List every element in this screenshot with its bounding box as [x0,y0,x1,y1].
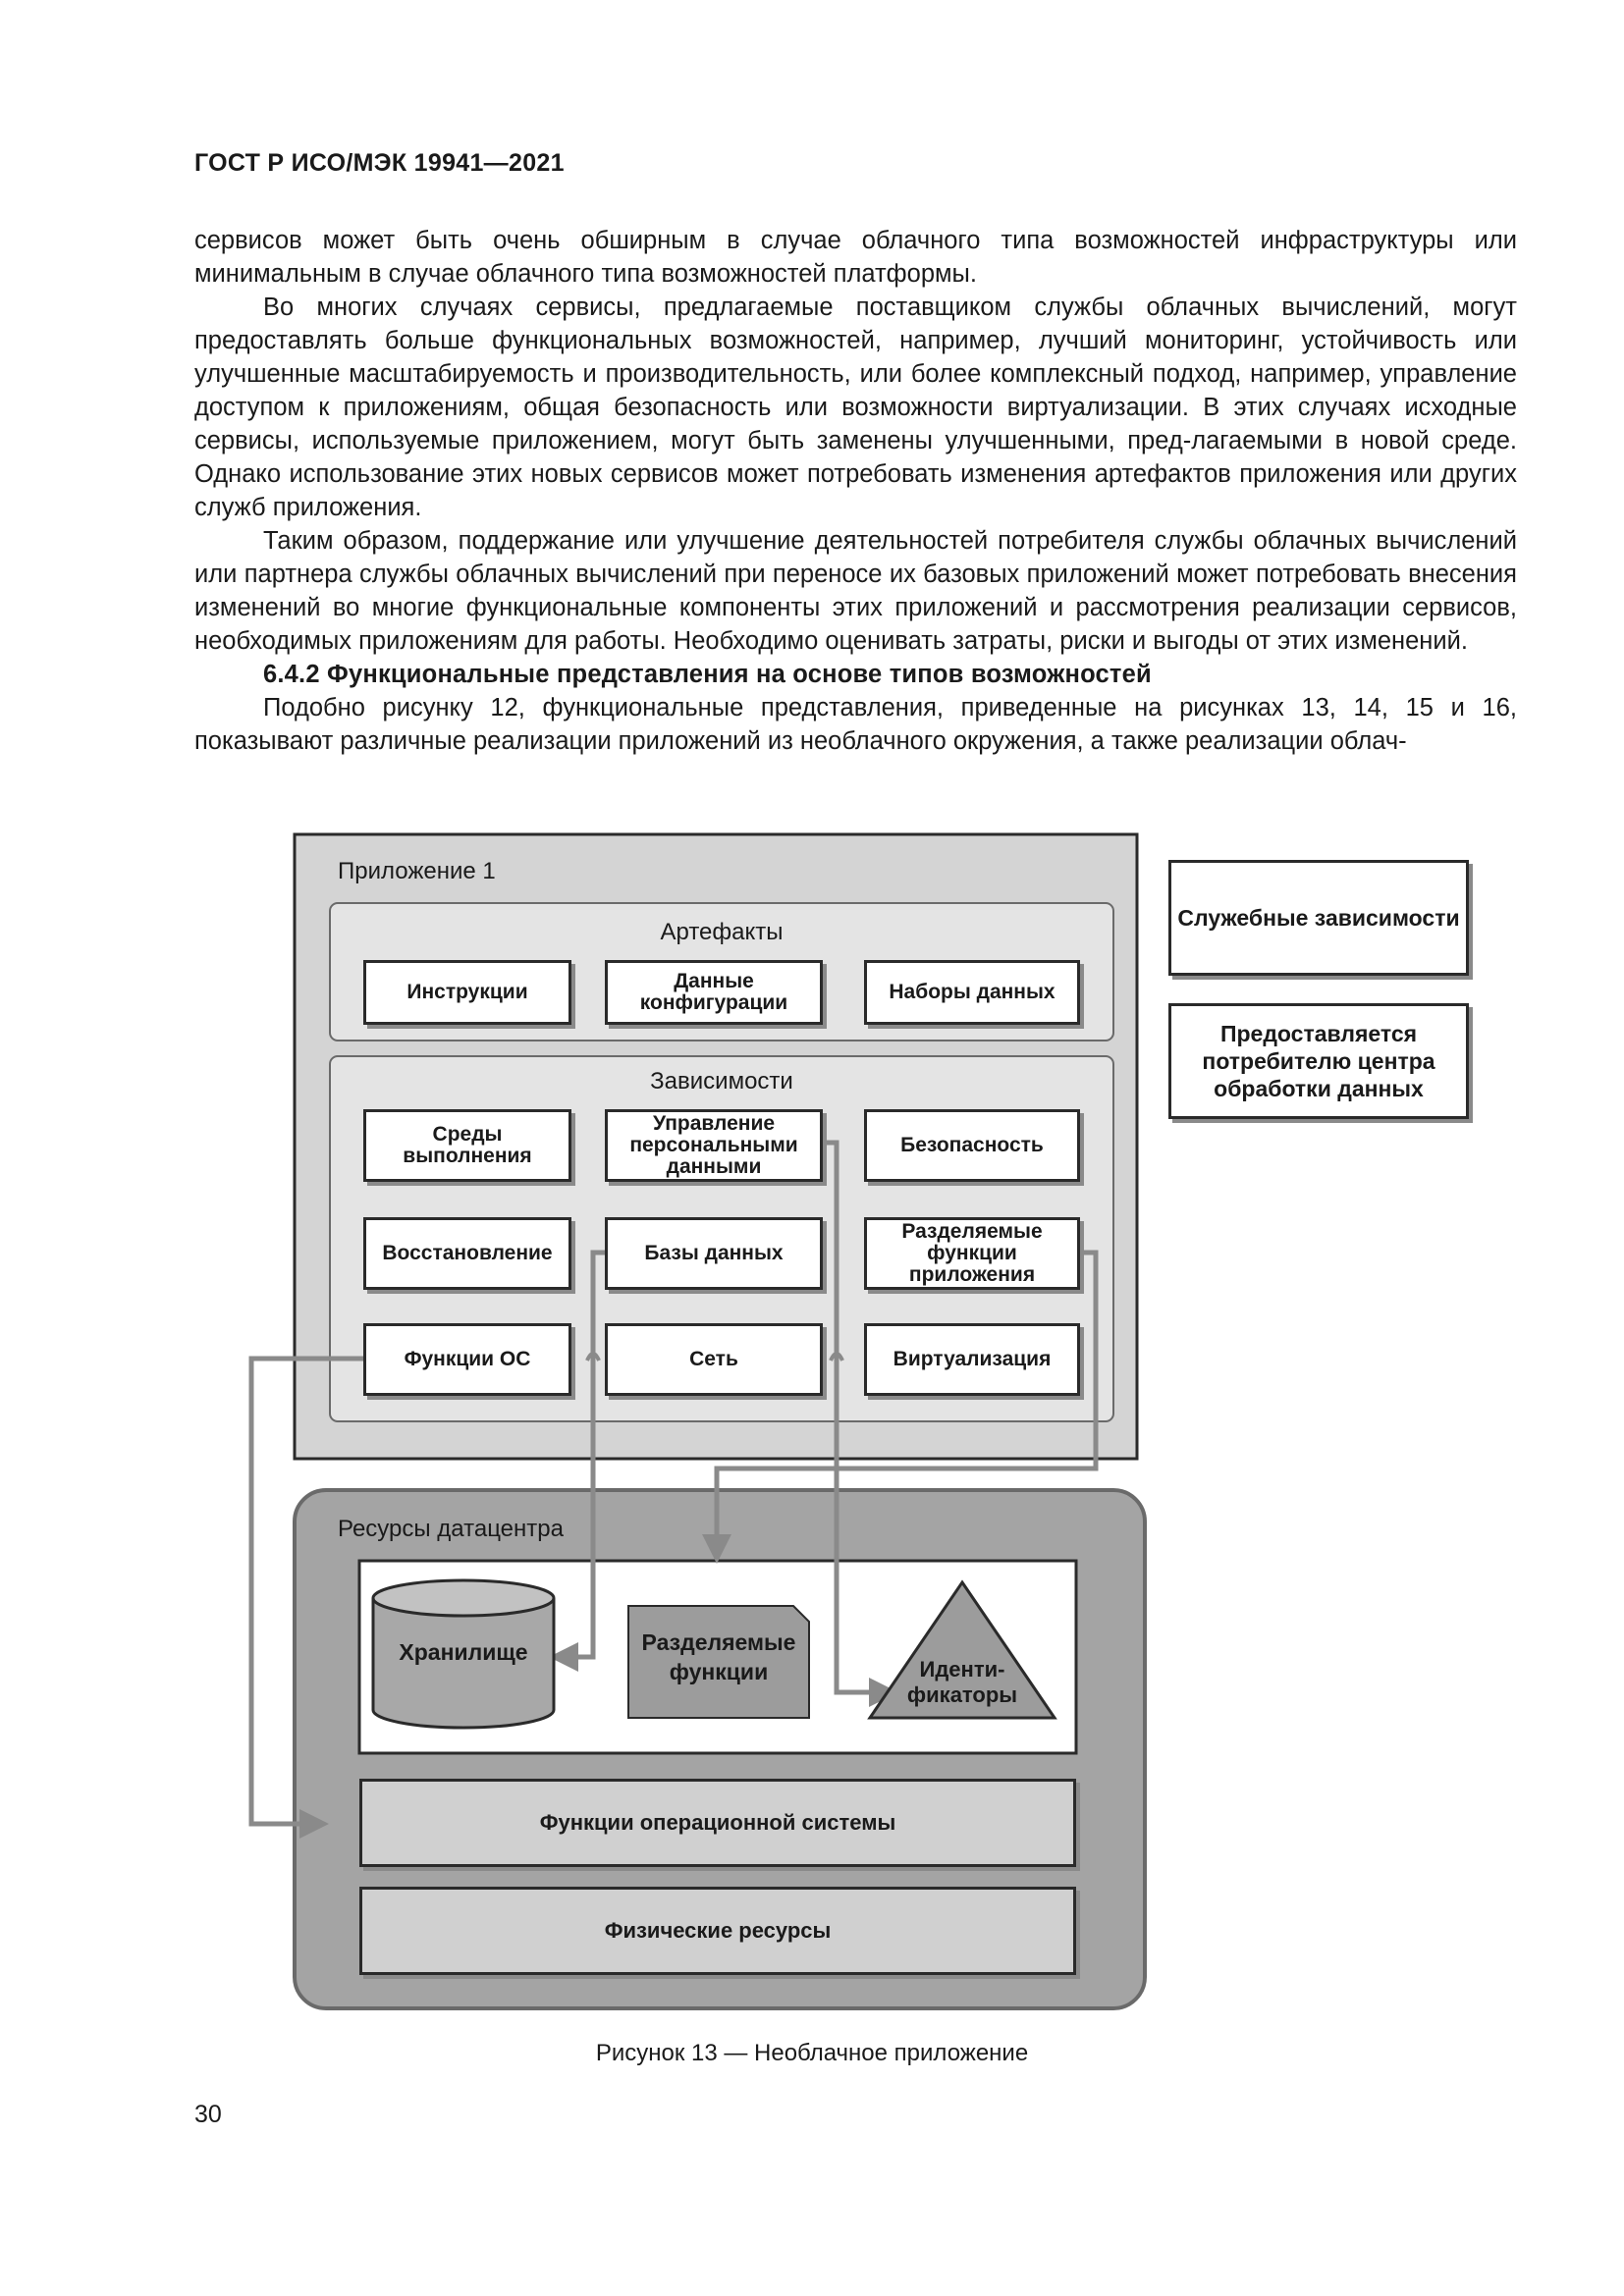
dep-recovery: Восстановление [363,1217,571,1290]
document-header: ГОСТ Р ИСО/МЭК 19941—2021 [194,149,565,177]
artifact-datasets: Наборы данных [864,960,1080,1025]
paragraph-2: Во многих случаях сервисы, предлагаемые поставщиком службы облачных вычислений, могут предоставлять больше функциональных возможностей, например, лучший мониторинг, устойчивость или улучшенные масштабируемость и производительность, или более комплексный подход, например, управление доступом к приложениям, общая безопасность или возможности виртуализации. В этих случаях исходные сервисы, используемые приложением, могут быть заменены улучшенными, пред-лагаемыми в новой среде. Однако использование этих новых сервисов может потребовать изменения артефактов приложения или других служб приложения. [194,294,1517,521]
paragraph-3: Таким образом, поддержание или улучшение деятельностей потребителя службы облачных вычислений или партнера службы облачных вычислений при переносе их базовых приложений может потребовать внесения изменений во многие функциональные компоненты этих приложений и рассмотрения реализации сервисов, необходимых приложениям для работы. Необходимо оценивать затраты, риски и выгоды от этих изменений. [194,527,1517,655]
shared-functions-label: Разделяемые функции [641,1629,796,1684]
dep-network: Сеть [605,1323,823,1396]
storage-label: Хранилище [399,1639,528,1665]
artifacts-label: Артефакты [660,919,784,945]
paragraph-4: Подобно рисунку 12, функциональные представления, приведенные на рисунках 13, 14, 15 и 16, показывают различные реализации приложений из необлачного окружения, а также реализации облач- [194,694,1517,755]
legend-service-dependencies: Служебные зависимости [1168,860,1469,976]
os-functions-bar: Функции операционной системы [359,1779,1076,1867]
figure-caption: Рисунок 13 — Необлачное приложение [595,2040,1029,2066]
artifact-instructions: Инструкции [363,960,571,1025]
dep-virtualization: Виртуализация [864,1323,1080,1396]
dep-databases: Базы данных [605,1217,823,1290]
dep-runtime: Среды выполнения [363,1109,571,1182]
dep-identity-management: Управление персональными данными [605,1109,823,1182]
section-heading: 6.4.2 Функциональные представления на основе типов возможностей [263,661,1152,688]
physical-resources-bar: Физические ресурсы [359,1887,1076,1975]
identifiers-label: Иденти-фикаторы [906,1657,1018,1707]
page-number: 30 [194,2101,222,2128]
dependencies-label: Зависимости [650,1068,793,1095]
artifact-config-data: Данные конфигурации [605,960,823,1025]
datacenter-label: Ресурсы датацентра [338,1516,564,1542]
legend-provided-to-consumer: Предоставляется потребителю центра обработки данных [1168,1003,1469,1119]
dep-security: Безопасность [864,1109,1080,1182]
application-label: Приложение 1 [338,858,496,884]
dep-shared-app-functions: Разделяемые функции приложения [864,1217,1080,1290]
paragraph-1: сервисов может быть очень обширным в случае облачного типа возможностей инфраструктуры или минимальным в случае облачного типа возможностей платформы. [194,227,1517,288]
dep-os-functions: Функции ОС [363,1323,571,1396]
